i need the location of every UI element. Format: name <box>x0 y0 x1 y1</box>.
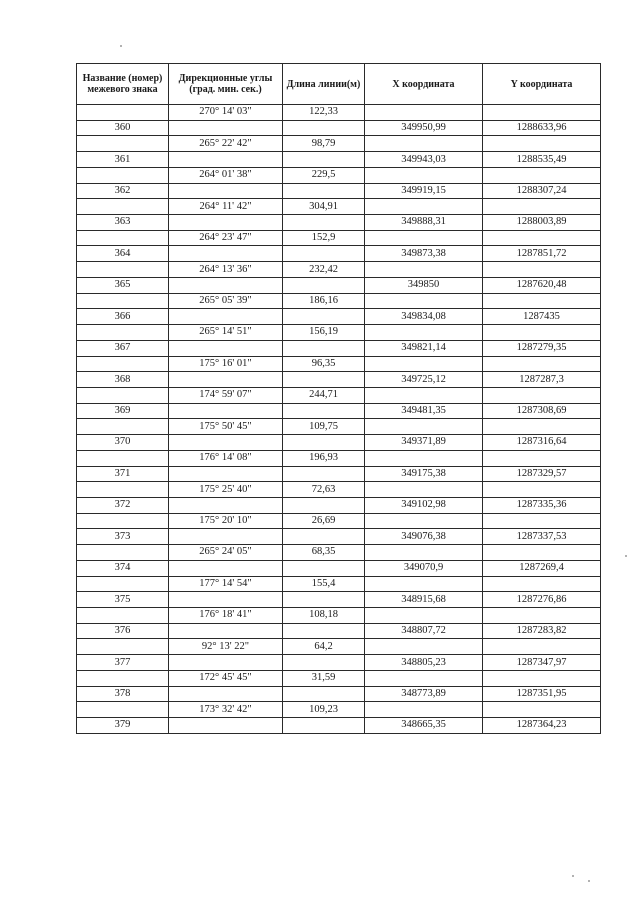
header-line-length: Длина линии(м) <box>283 64 365 105</box>
table-row <box>77 497 601 513</box>
line-length-cell: 244,71 <box>283 387 365 403</box>
mark-name-cell <box>77 105 169 121</box>
mark-name-cell: 377 <box>77 655 169 671</box>
line-length-cell: 152,9 <box>283 230 365 246</box>
y-coordinate-cell: 1287283,82 <box>483 623 601 639</box>
x-coordinate-cell <box>365 105 483 121</box>
table-row <box>77 529 601 545</box>
y-coordinate-cell: 1287335,36 <box>483 497 601 513</box>
y-coordinate-cell <box>483 105 601 121</box>
table-row <box>77 246 601 262</box>
mark-name-cell <box>77 670 169 686</box>
y-coordinate-cell: 1287351,95 <box>483 686 601 702</box>
y-coordinate-cell <box>483 576 601 592</box>
direction-angle-cell: 176° 18' 41" <box>169 608 283 624</box>
x-coordinate-cell <box>365 608 483 624</box>
direction-angle-cell <box>169 183 283 199</box>
mark-name-cell: 375 <box>77 592 169 608</box>
table-row <box>77 545 601 561</box>
line-length-cell: 72,63 <box>283 482 365 498</box>
table-row <box>77 120 601 136</box>
line-length-cell <box>283 560 365 576</box>
mark-name-cell <box>77 356 169 372</box>
line-length-cell: 26,69 <box>283 513 365 529</box>
y-coordinate-cell: 1287279,35 <box>483 340 601 356</box>
table-row <box>77 403 601 419</box>
line-length-cell <box>283 277 365 293</box>
y-coordinate-cell: 1287269,4 <box>483 560 601 576</box>
x-coordinate-cell: 349725,12 <box>365 372 483 388</box>
direction-angle-cell <box>169 215 283 231</box>
x-coordinate-cell <box>365 356 483 372</box>
boundary-coordinates-table <box>76 63 601 734</box>
table-row <box>77 576 601 592</box>
y-coordinate-cell: 1288535,49 <box>483 152 601 168</box>
scan-speck <box>120 45 122 47</box>
y-coordinate-cell <box>483 702 601 718</box>
line-length-cell: 96,35 <box>283 356 365 372</box>
mark-name-cell <box>77 608 169 624</box>
table-row <box>77 293 601 309</box>
table-row <box>77 718 601 734</box>
mark-name-cell <box>77 199 169 215</box>
direction-angle-cell <box>169 686 283 702</box>
x-coordinate-cell: 348807,72 <box>365 623 483 639</box>
mark-name-cell <box>77 702 169 718</box>
mark-name-cell <box>77 387 169 403</box>
line-length-cell <box>283 183 365 199</box>
table-row <box>77 136 601 152</box>
mark-name-cell: 368 <box>77 372 169 388</box>
table-row <box>77 655 601 671</box>
table-row <box>77 686 601 702</box>
line-length-cell <box>283 152 365 168</box>
direction-angle-cell: 265° 14' 51" <box>169 325 283 341</box>
direction-angle-cell <box>169 340 283 356</box>
x-coordinate-cell: 348805,23 <box>365 655 483 671</box>
x-coordinate-cell: 348773,89 <box>365 686 483 702</box>
table-row <box>77 105 601 121</box>
x-coordinate-cell <box>365 419 483 435</box>
y-coordinate-cell: 1287435 <box>483 309 601 325</box>
scan-speck <box>588 880 590 882</box>
table-row <box>77 262 601 278</box>
y-coordinate-cell <box>483 419 601 435</box>
mark-name-cell: 370 <box>77 435 169 451</box>
table-row <box>77 199 601 215</box>
direction-angle-cell: 175° 50' 45" <box>169 419 283 435</box>
direction-angle-cell: 265° 22' 42" <box>169 136 283 152</box>
direction-angle-cell: 175° 16' 01" <box>169 356 283 372</box>
y-coordinate-cell <box>483 545 601 561</box>
table-row <box>77 623 601 639</box>
mark-name-cell <box>77 262 169 278</box>
table-row <box>77 450 601 466</box>
y-coordinate-cell <box>483 482 601 498</box>
y-coordinate-cell <box>483 608 601 624</box>
x-coordinate-cell <box>365 702 483 718</box>
direction-angle-cell: 175° 25' 40" <box>169 482 283 498</box>
mark-name-cell <box>77 419 169 435</box>
direction-angle-cell: 172° 45' 45" <box>169 670 283 686</box>
x-coordinate-cell <box>365 262 483 278</box>
direction-angle-cell <box>169 560 283 576</box>
table-body <box>77 105 601 734</box>
mark-name-cell <box>77 482 169 498</box>
y-coordinate-cell <box>483 450 601 466</box>
y-coordinate-cell: 1287364,23 <box>483 718 601 734</box>
mark-name-cell: 369 <box>77 403 169 419</box>
line-length-cell <box>283 340 365 356</box>
x-coordinate-cell: 349919,15 <box>365 183 483 199</box>
x-coordinate-cell <box>365 293 483 309</box>
table-row <box>77 482 601 498</box>
table-row <box>77 372 601 388</box>
line-length-cell <box>283 718 365 734</box>
x-coordinate-cell <box>365 387 483 403</box>
x-coordinate-cell: 349834,08 <box>365 309 483 325</box>
line-length-cell <box>283 592 365 608</box>
mark-name-cell: 378 <box>77 686 169 702</box>
table-row <box>77 183 601 199</box>
direction-angle-cell: 175° 20' 10" <box>169 513 283 529</box>
x-coordinate-cell: 349888,31 <box>365 215 483 231</box>
mark-name-cell: 365 <box>77 277 169 293</box>
line-length-cell: 156,19 <box>283 325 365 341</box>
direction-angle-cell: 264° 23' 47" <box>169 230 283 246</box>
direction-angle-cell <box>169 435 283 451</box>
table-row <box>77 608 601 624</box>
x-coordinate-cell: 349070,9 <box>365 560 483 576</box>
mark-name-cell: 373 <box>77 529 169 545</box>
y-coordinate-cell <box>483 167 601 183</box>
y-coordinate-cell: 1287620,48 <box>483 277 601 293</box>
mark-name-cell <box>77 136 169 152</box>
table-row <box>77 325 601 341</box>
x-coordinate-cell <box>365 136 483 152</box>
table-row <box>77 167 601 183</box>
line-length-cell: 108,18 <box>283 608 365 624</box>
mark-name-cell: 372 <box>77 497 169 513</box>
y-coordinate-cell: 1288003,89 <box>483 215 601 231</box>
x-coordinate-cell <box>365 513 483 529</box>
direction-angle-cell: 265° 24' 05" <box>169 545 283 561</box>
x-coordinate-cell <box>365 450 483 466</box>
table-row <box>77 230 601 246</box>
line-length-cell: 109,75 <box>283 419 365 435</box>
direction-angle-cell: 173° 32' 42" <box>169 702 283 718</box>
table-header-row <box>77 64 601 105</box>
x-coordinate-cell <box>365 167 483 183</box>
mark-name-cell: 371 <box>77 466 169 482</box>
mark-name-cell <box>77 293 169 309</box>
table-row <box>77 277 601 293</box>
y-coordinate-cell <box>483 293 601 309</box>
table-row <box>77 513 601 529</box>
table-row <box>77 215 601 231</box>
x-coordinate-cell: 349850 <box>365 277 483 293</box>
y-coordinate-cell: 1287329,57 <box>483 466 601 482</box>
y-coordinate-cell: 1288633,96 <box>483 120 601 136</box>
x-coordinate-cell <box>365 639 483 655</box>
y-coordinate-cell <box>483 325 601 341</box>
mark-name-cell <box>77 230 169 246</box>
header-x-coordinate: X координата <box>365 64 483 105</box>
y-coordinate-cell: 1287287,3 <box>483 372 601 388</box>
y-coordinate-cell: 1287316,64 <box>483 435 601 451</box>
table-row <box>77 560 601 576</box>
x-coordinate-cell <box>365 576 483 592</box>
y-coordinate-cell: 1287276,86 <box>483 592 601 608</box>
direction-angle-cell <box>169 592 283 608</box>
mark-name-cell <box>77 450 169 466</box>
line-length-cell: 155,4 <box>283 576 365 592</box>
y-coordinate-cell <box>483 639 601 655</box>
y-coordinate-cell <box>483 670 601 686</box>
line-length-cell <box>283 215 365 231</box>
x-coordinate-cell <box>365 670 483 686</box>
mark-name-cell: 379 <box>77 718 169 734</box>
y-coordinate-cell <box>483 262 601 278</box>
direction-angle-cell: 92° 13' 22" <box>169 639 283 655</box>
direction-angle-cell: 174° 59' 07" <box>169 387 283 403</box>
x-coordinate-cell: 349102,98 <box>365 497 483 513</box>
mark-name-cell <box>77 639 169 655</box>
x-coordinate-cell <box>365 325 483 341</box>
x-coordinate-cell: 348915,68 <box>365 592 483 608</box>
line-length-cell: 122,33 <box>283 105 365 121</box>
line-length-cell <box>283 623 365 639</box>
x-coordinate-cell: 348665,35 <box>365 718 483 734</box>
header-direction-angle: Дирекционные углы (град. мин. сек.) <box>169 64 283 105</box>
line-length-cell: 68,35 <box>283 545 365 561</box>
mark-name-cell: 374 <box>77 560 169 576</box>
direction-angle-cell <box>169 623 283 639</box>
line-length-cell: 229,5 <box>283 167 365 183</box>
table-row <box>77 702 601 718</box>
direction-angle-cell <box>169 497 283 513</box>
x-coordinate-cell: 349175,38 <box>365 466 483 482</box>
y-coordinate-cell <box>483 356 601 372</box>
line-length-cell <box>283 686 365 702</box>
mark-name-cell <box>77 576 169 592</box>
direction-angle-cell <box>169 152 283 168</box>
x-coordinate-cell: 349950,99 <box>365 120 483 136</box>
header-y-coordinate: Y координата <box>483 64 601 105</box>
table-row <box>77 466 601 482</box>
table-row <box>77 309 601 325</box>
scan-speck <box>572 875 574 877</box>
line-length-cell <box>283 403 365 419</box>
direction-angle-cell: 270° 14' 03" <box>169 105 283 121</box>
mark-name-cell: 367 <box>77 340 169 356</box>
direction-angle-cell <box>169 718 283 734</box>
y-coordinate-cell <box>483 136 601 152</box>
direction-angle-cell <box>169 529 283 545</box>
line-length-cell: 196,93 <box>283 450 365 466</box>
mark-name-cell: 360 <box>77 120 169 136</box>
line-length-cell: 109,23 <box>283 702 365 718</box>
scan-speck <box>625 555 627 557</box>
line-length-cell: 64,2 <box>283 639 365 655</box>
line-length-cell <box>283 497 365 513</box>
direction-angle-cell: 264° 01' 38" <box>169 167 283 183</box>
y-coordinate-cell: 1287337,53 <box>483 529 601 545</box>
mark-name-cell: 366 <box>77 309 169 325</box>
direction-angle-cell: 264° 11' 42" <box>169 199 283 215</box>
line-length-cell: 232,42 <box>283 262 365 278</box>
line-length-cell: 186,16 <box>283 293 365 309</box>
mark-name-cell: 361 <box>77 152 169 168</box>
line-length-cell: 98,79 <box>283 136 365 152</box>
y-coordinate-cell <box>483 230 601 246</box>
mark-name-cell: 362 <box>77 183 169 199</box>
line-length-cell <box>283 120 365 136</box>
x-coordinate-cell: 349481,35 <box>365 403 483 419</box>
direction-angle-cell <box>169 277 283 293</box>
direction-angle-cell: 265° 05' 39" <box>169 293 283 309</box>
y-coordinate-cell: 1287851,72 <box>483 246 601 262</box>
direction-angle-cell <box>169 655 283 671</box>
direction-angle-cell <box>169 403 283 419</box>
y-coordinate-cell <box>483 387 601 403</box>
x-coordinate-cell <box>365 545 483 561</box>
x-coordinate-cell <box>365 199 483 215</box>
x-coordinate-cell: 349873,38 <box>365 246 483 262</box>
x-coordinate-cell: 349943,03 <box>365 152 483 168</box>
direction-angle-cell <box>169 246 283 262</box>
direction-angle-cell <box>169 120 283 136</box>
y-coordinate-cell <box>483 199 601 215</box>
x-coordinate-cell: 349371,89 <box>365 435 483 451</box>
table-row <box>77 592 601 608</box>
line-length-cell: 304,91 <box>283 199 365 215</box>
mark-name-cell: 363 <box>77 215 169 231</box>
x-coordinate-cell: 349076,38 <box>365 529 483 545</box>
direction-angle-cell <box>169 372 283 388</box>
line-length-cell <box>283 655 365 671</box>
table-row <box>77 340 601 356</box>
x-coordinate-cell: 349821,14 <box>365 340 483 356</box>
table-row <box>77 639 601 655</box>
header-mark-name: Название (номер) межевого знака <box>77 64 169 105</box>
table-row <box>77 419 601 435</box>
y-coordinate-cell: 1287308,69 <box>483 403 601 419</box>
mark-name-cell: 364 <box>77 246 169 262</box>
direction-angle-cell: 264° 13' 36" <box>169 262 283 278</box>
line-length-cell <box>283 529 365 545</box>
line-length-cell <box>283 372 365 388</box>
line-length-cell <box>283 435 365 451</box>
line-length-cell <box>283 309 365 325</box>
direction-angle-cell: 176° 14' 08" <box>169 450 283 466</box>
mark-name-cell <box>77 325 169 341</box>
mark-name-cell <box>77 545 169 561</box>
direction-angle-cell <box>169 466 283 482</box>
line-length-cell: 31,59 <box>283 670 365 686</box>
line-length-cell <box>283 246 365 262</box>
y-coordinate-cell: 1288307,24 <box>483 183 601 199</box>
mark-name-cell <box>77 167 169 183</box>
mark-name-cell: 376 <box>77 623 169 639</box>
x-coordinate-cell <box>365 482 483 498</box>
direction-angle-cell: 177° 14' 54" <box>169 576 283 592</box>
table-row <box>77 670 601 686</box>
table-row <box>77 435 601 451</box>
direction-angle-cell <box>169 309 283 325</box>
table-row <box>77 152 601 168</box>
y-coordinate-cell: 1287347,97 <box>483 655 601 671</box>
table-row <box>77 356 601 372</box>
table-row <box>77 387 601 403</box>
y-coordinate-cell <box>483 513 601 529</box>
mark-name-cell <box>77 513 169 529</box>
x-coordinate-cell <box>365 230 483 246</box>
line-length-cell <box>283 466 365 482</box>
